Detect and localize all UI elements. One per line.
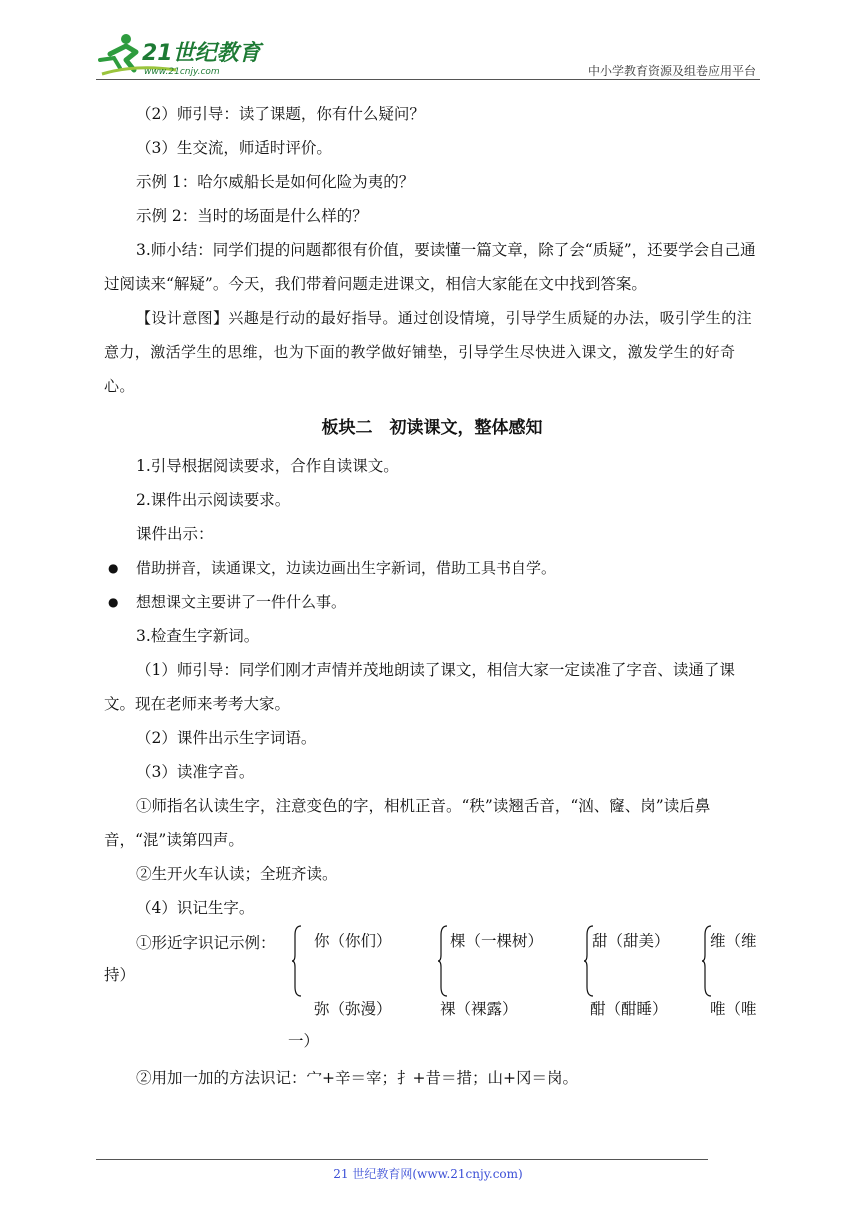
example-label-tail: 持）: [104, 966, 136, 984]
page-header: [96, 30, 760, 84]
char-pair-bottom: 裸（裸露）: [440, 1000, 518, 1018]
char-pair-bottom: 酣（酣睡）: [590, 1000, 668, 1018]
list-item: [104, 585, 760, 619]
paragraph: 示例 2：当时的场面是什么样的？: [136, 207, 368, 225]
paragraph: 3.检查生字新词。: [136, 627, 260, 645]
document-body: [104, 97, 760, 1095]
platform-name: 中小学教育资源及组卷应用平台: [587, 64, 756, 78]
char-pair-bottom: 唯（唯: [710, 1000, 757, 1018]
char-pair-top: 你（你们）: [314, 932, 392, 950]
paragraph: （1）师引导：同学们刚才声情并茂地朗读了课文，相信大家一定读准了字音、读通了课文。现在老师来考考大家。: [104, 661, 735, 713]
paragraph: （4）识记生字。: [136, 899, 255, 917]
list-item-text: 借助拼音，读通课文，边读边画出生字新词，借助工具书自学。: [136, 559, 557, 577]
char-pair-top: 维（维: [710, 932, 757, 950]
paragraph: 课件出示：: [136, 525, 214, 543]
header-divider: [96, 79, 760, 80]
page-footer: 21 世纪教育网(www.21cnjy.com): [333, 1167, 523, 1181]
paragraph: ②用加一加的方法识记：宀+辛＝宰；扌+昔＝措；山+冈＝岗。: [136, 1069, 578, 1087]
paragraph: 示例 1：哈尔威船长是如何化险为夷的？: [136, 173, 415, 191]
paragraph: 3.师小结：同学们提的问题都很有价值，要读懂一篇文章，除了会“质疑”，还要学会自己通过阅读来“解疑”。今天，我们带着问题走进课文，相信大家能在文中找到答案。: [104, 241, 756, 293]
paragraph: （3）生交流，师适时评价。: [136, 139, 332, 157]
logo-21cnjy: [96, 30, 266, 80]
brace-icon: [292, 925, 302, 997]
char-pair-top: 甜（甜美）: [592, 932, 670, 950]
bullet-dot-icon: ●: [108, 561, 119, 575]
char-pair-top: 棵（一棵树）: [450, 932, 544, 950]
footer-divider: [96, 1159, 708, 1160]
bullet-dot-icon: ●: [108, 595, 119, 609]
paragraph: 2.课件出示阅读要求。: [136, 491, 291, 509]
svg-text:www.21cnjy.com: www.21cnjy.com: [144, 67, 220, 77]
paragraph: （3）读准字音。: [136, 763, 255, 781]
paragraph: 1.引导根据阅读要求，合作自读课文。: [136, 457, 399, 475]
example-tail-end: 一）: [288, 1032, 320, 1050]
paragraph: （2）课件出示生字词语。: [136, 729, 317, 747]
list-item-text: 想想课文主要讲了一件什么事。: [136, 593, 347, 611]
paragraph: ②生开火车认读；全班齐读。: [136, 865, 338, 883]
svg-text:21世纪教育: 21世纪教育: [142, 41, 261, 66]
paragraph: ①师指名认读生字，注意变色的字，相机正音。“秩”读翘舌音，“汹、窿、岗”读后鼻音，“混”读第四声。: [104, 797, 711, 849]
char-pair-bottom: 弥（弥漫）: [314, 1000, 392, 1018]
similar-characters-example: [104, 925, 760, 1061]
design-intent: 【设计意图】兴趣是行动的最好指导。通过创设情境，引导学生质疑的办法，吸引学生的注意力，激活学生的思维，也为下面的教学做好铺垫，引导学生尽快进入课文，激发学生的好奇心。: [104, 309, 753, 395]
brace-icon: [438, 925, 448, 997]
paragraph: （2）师引导：读了课题，你有什么疑问？: [136, 105, 425, 123]
section-title: 板块二 初读课文，整体感知: [321, 418, 543, 438]
example-label: ①形近字识记示例：: [136, 934, 276, 952]
list-item: [104, 551, 760, 585]
